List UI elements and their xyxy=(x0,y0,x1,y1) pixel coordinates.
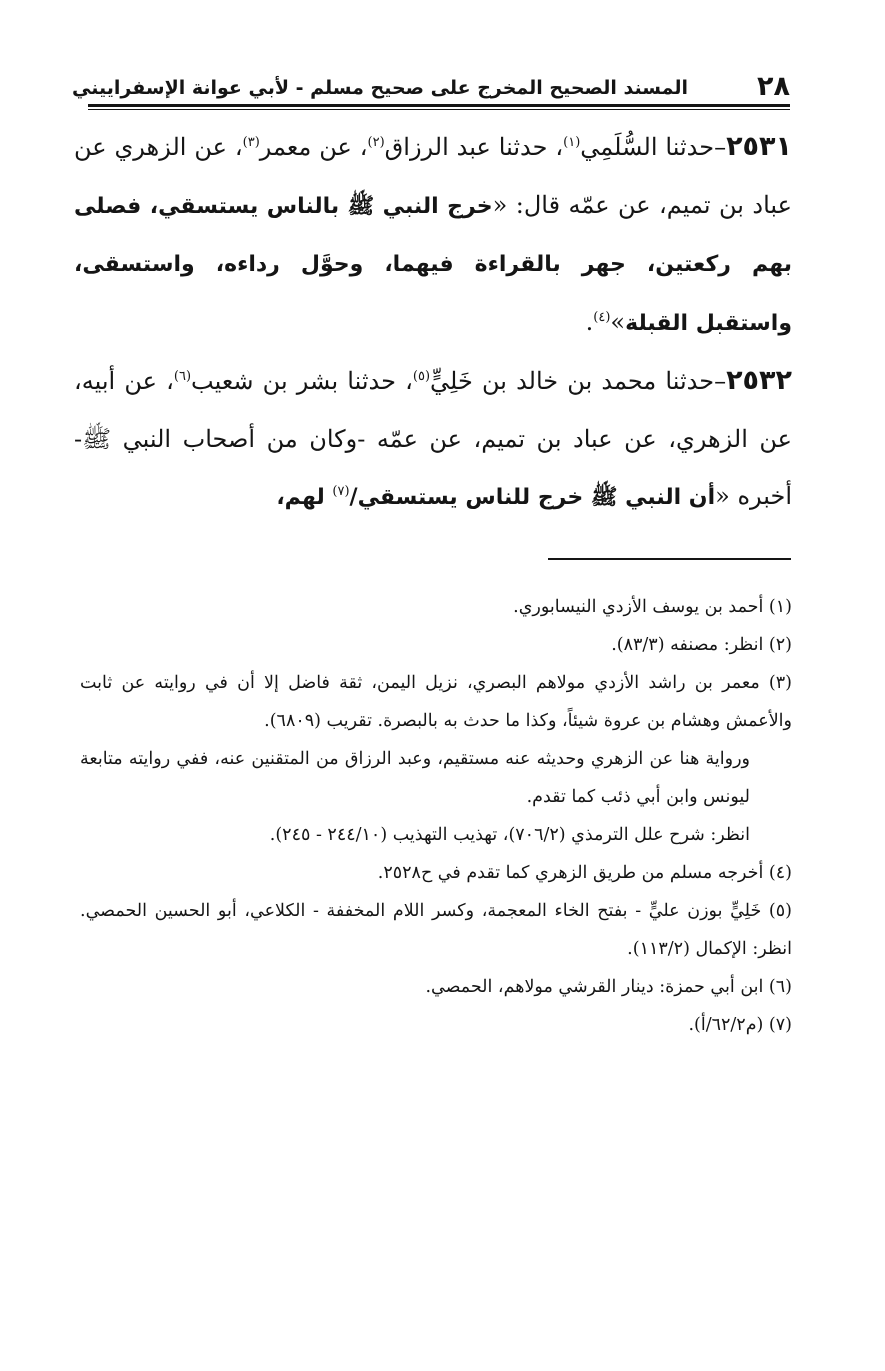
footnote-ref: (٤) xyxy=(593,309,611,325)
footnote-3-continued: ورواية هنا عن الزهري وحديثه عنه مستقيم، وعبد الرزاق من المتقنين عنه، ففي روايته متابعة ليونس وابن أبي ذئب كما تقدم. xyxy=(80,749,750,807)
footnote-separator xyxy=(548,558,791,560)
running-header xyxy=(72,70,790,104)
running-title: المسند الصحيح المخرج على صحيح مسلم - لأبي عوانة الإسفراييني xyxy=(72,77,688,99)
matn-bold: لهم، xyxy=(276,485,333,510)
footnote-ref: (٧) xyxy=(332,484,350,499)
main-text xyxy=(74,118,792,527)
matn-bold: خرج النبي ﷺ بالناس يستسقي، فصلى بهم ركعتين، جهر بالقراءة فيهما، وحوَّل رداءه، واستسقى، واستقبل القبلة xyxy=(74,193,792,336)
footnote-5: (٥) خَلِيٍّ بوزن عليٍّ - بفتح الخاء المعجمة، وكسر اللام المخففة - الكلاعي، أبو الحسين الحمصي. انظر: الإكمال (١١٣/٢). xyxy=(80,901,792,959)
hadith-2532: ٢٥٣٢–حدثنا محمد بن خالد بن خَلِيٍّ$^{(٥)}$، حدثنا بشر بن شعيب$^{(٦)}$، عن أبيه، عن الزهري، عن عباد بن تميم، عن عمّه -وكان من أصحاب النبي ﷺ- أخبره «أن النبي ﷺ خرج للناس يستسقي/$^{(٧)}$ لهم، xyxy=(74,365,792,510)
footnote-4: (٤) أخرجه مسلم من طريق الزهري كما تقدم في ح٢٥٢٨. xyxy=(377,863,792,883)
footnote-ref: (٦) xyxy=(173,369,192,384)
footnote-ref: (٢) xyxy=(367,135,385,150)
footnote-7: (٧) (م٦٢/٢/أ). xyxy=(688,1015,792,1035)
header-rule xyxy=(88,104,790,107)
footnote-1: (١) أحمد بن يوسف الأزدي النيسابوري. xyxy=(513,597,792,617)
footnote-6: (٦) ابن أبي حمزة: دينار القرشي مولاهم، الحمصي. xyxy=(425,977,792,997)
footnote-ref: (١) xyxy=(563,135,581,150)
footnote-3-references: انظر: شرح علل الترمذي (٧٠٦/٢)، تهذيب التهذيب (٢٤٤/١٠ - ٢٤٥). xyxy=(269,825,750,845)
hadith-2531: ٢٥٣١–حدثنا السُّلَمِي$^{(١)}$، حدثنا عبد الرزاق$^{(٢)}$، عن معمر$^{(٣)}$، عن الزهري عن عباد بن تميم، عن عمّه قال: «خرج النبي ﷺ بالناس يستسقي، فصلى بهم ركعتين، جهر بالقراءة فيهما، وحوَّل رداءه، واستسقى، واستقبل القبلة»$^{(٤)}$. xyxy=(74,131,792,336)
hadith-number: ٢٥٣١ xyxy=(726,131,792,162)
page-number: ٢٨ xyxy=(757,71,790,102)
matn-bold: أن النبي ﷺ خرج للناس يستسقي/ xyxy=(349,485,716,510)
footnote-2: (٢) انظر: مصنفه (٨٣/٣). xyxy=(611,635,792,655)
footnote-ref: (٥) xyxy=(412,369,431,384)
footnote-ref: (٣) xyxy=(242,135,260,150)
hadith-number: ٢٥٣٢ xyxy=(726,365,792,396)
footnotes xyxy=(80,588,792,1044)
header-rule-thin xyxy=(88,109,790,110)
footnote-3: (٣) معمر بن راشد الأزدي مولاهم البصري، نزيل اليمن، ثقة فاضل إلا أن في روايته عن ثابت والأعمش وهشام بن عروة شيئاً، وكذا ما حدث به بالبصرة. تقريب (٦٨٠٩). xyxy=(80,673,792,731)
